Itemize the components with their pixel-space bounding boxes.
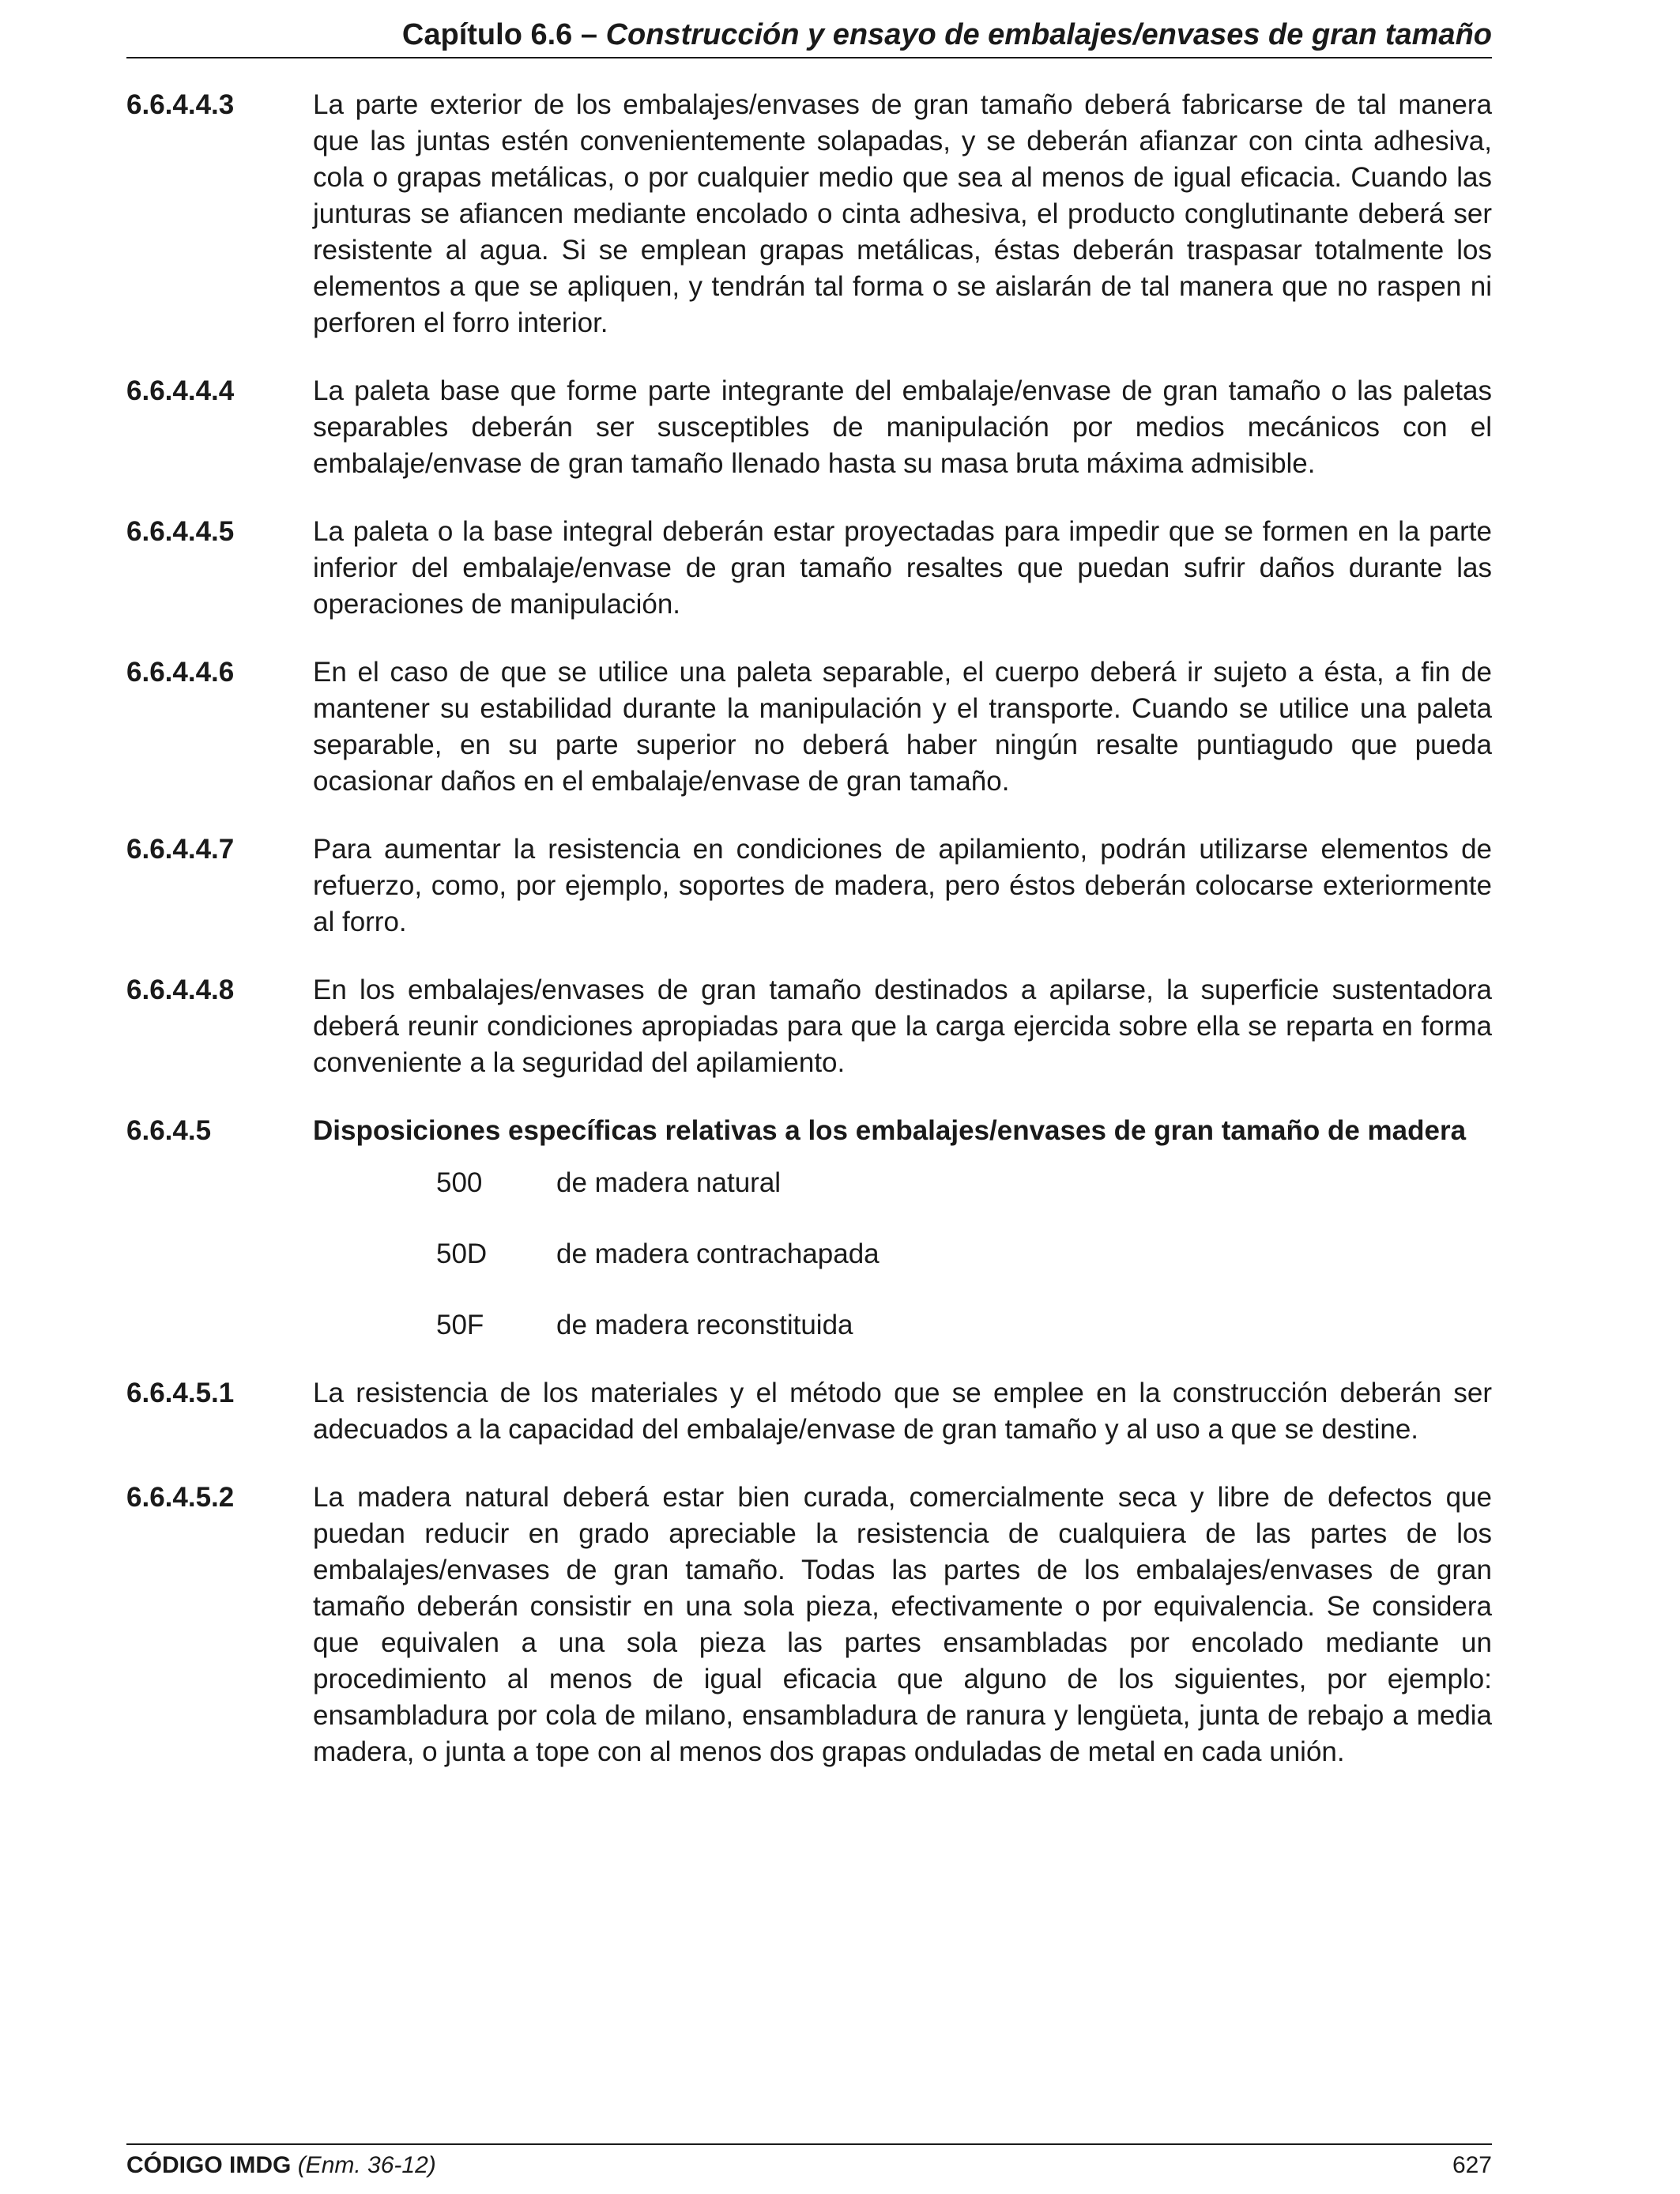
page-footer: [126, 2143, 1492, 2181]
section-number: 6.6.4.5.2: [126, 1482, 235, 1513]
section-text: En el caso de que se utilice una paleta separable, el cuerpo deberá ir sujeto a ésta, a fin de mantener su estabilidad durante la manipulación y el transporte. Cuando se utilice una paleta separable, en su parte superior no deberá haber ningún resalte puntiagudo que pueda ocasionar daños en el embalaje/envase de gran tamaño.: [313, 657, 1492, 797]
section-text: La resistencia de los materiales y el método que se emplee en la construcción deberán ser adecuados a la capacidad del embalaje/envase de gran tamaño y al uso a que se destine.: [313, 1378, 1492, 1445]
section-6-6-4-4-3: [126, 87, 1492, 341]
footer-left: [126, 2150, 436, 2181]
list-item: [436, 1165, 1492, 1201]
section-number: 6.6.4.4.7: [126, 834, 235, 865]
packaging-code-description: de madera reconstituida: [556, 1310, 853, 1340]
list-item: [436, 1307, 1492, 1344]
chapter-title: Construcción y ensayo de embalajes/envases de gran tamaño: [605, 18, 1492, 51]
footer-code: CÓDIGO IMDG: [126, 2152, 292, 2178]
chapter-separator: –: [580, 18, 597, 51]
section-number: 6.6.4.5: [126, 1115, 212, 1146]
section-text: La parte exterior de los embalajes/envases de gran tamaño deberá fabricarse de tal manera que las juntas estén convenientemente solapadas, y se deberán afianzar con cinta adhesiva, cola o grapas metálicas, o por cualquier medio que sea al menos de igual eficacia. Cuando las junturas se afiancen mediante encolado o cinta adhesiva, el producto conglutinante deberá ser resistente al agua. Si se emplean grapas metálicas, éstas deberán traspasar totalmente los elementos a que se apliquen, y tendrán tal forma o se aislarán de tal manera que no raspen ni perforen el forro interior.: [313, 89, 1492, 338]
packaging-code-description: de madera contrachapada: [556, 1238, 880, 1269]
document-body: [126, 87, 1492, 1802]
section-number: 6.6.4.4.3: [126, 89, 235, 120]
section-text: La madera natural deberá estar bien curada, comercialmente seca y libre de defectos que puedan reducir en grado apreciable la resistencia de cualquiera de las partes de los embalajes/envases de gran tamaño. Todas las partes de los embalajes/envases de gran tamaño deberán consistir en una sola pieza, efectivamente o por equivalencia. Se considera que equivalen a una sola pieza las partes ensambladas por encolado mediante un procedimiento al menos de igual eficacia que alguno de los siguientes, por ejemplo: ensambladura por cola de milano, ensambladura de ranura y lengüeta, junta de rebajo a media madera, o junta a tope con al menos dos grapas onduladas de metal en cada unión.: [313, 1482, 1492, 1767]
section-number: 6.6.4.4.8: [126, 974, 235, 1005]
section-text: En los embalajes/envases de gran tamaño destinados a apilarse, la superficie sustentadora deberá reunir condiciones apropiadas para que la carga ejercida sobre ella se reparta en forma conveniente a la seguridad del apilamiento.: [313, 974, 1492, 1078]
section-6-6-4-5-2: [126, 1480, 1492, 1770]
section-number: 6.6.4.5.1: [126, 1378, 235, 1408]
packaging-code-list: [126, 1165, 1492, 1344]
section-number: 6.6.4.4.6: [126, 657, 235, 688]
section-6-6-4-4-7: [126, 831, 1492, 941]
page-header: [126, 13, 1492, 58]
section-6-6-4-5-1: [126, 1375, 1492, 1448]
section-heading: Disposiciones específicas relativas a los embalajes/envases de gran tamaño de madera: [313, 1115, 1467, 1146]
list-item: [436, 1236, 1492, 1272]
section-text: Para aumentar la resistencia en condiciones de apilamiento, podrán utilizarse elementos de refuerzo, como, por ejemplo, soportes de madera, pero éstos deberán colocarse exteriormente al forro.: [313, 834, 1492, 937]
section-number: 6.6.4.4.5: [126, 516, 235, 547]
section-6-6-4-4-5: [126, 514, 1492, 623]
section-6-6-4-4-8: [126, 972, 1492, 1081]
section-text: La paleta base que forme parte integrante del embalaje/envase de gran tamaño o las paletas separables deberán ser susceptibles de manipulación por medios mecánicos con el embalaje/envase de gran tamaño llenado hasta su masa bruta máxima admisible.: [313, 375, 1492, 479]
footer-amendment: (Enm. 36-12): [297, 2152, 436, 2178]
section-6-6-4-4-6: [126, 654, 1492, 800]
chapter-number: Capítulo 6.6: [401, 18, 573, 51]
section-6-6-4-4-4: [126, 373, 1492, 482]
packaging-code: 50D: [436, 1238, 488, 1269]
page-number: 627: [1452, 2152, 1492, 2178]
packaging-code-description: de madera natural: [556, 1167, 782, 1198]
packaging-code: 50F: [436, 1310, 484, 1340]
section-number: 6.6.4.4.4: [126, 375, 235, 406]
section-6-6-4-5-heading: [126, 1113, 1492, 1149]
packaging-code: 500: [436, 1167, 483, 1198]
section-text: La paleta o la base integral deberán estar proyectadas para impedir que se formen en la parte inferior del embalaje/envase de gran tamaño resaltes que puedan sufrir daños durante las operaciones de manipulación.: [313, 516, 1492, 620]
